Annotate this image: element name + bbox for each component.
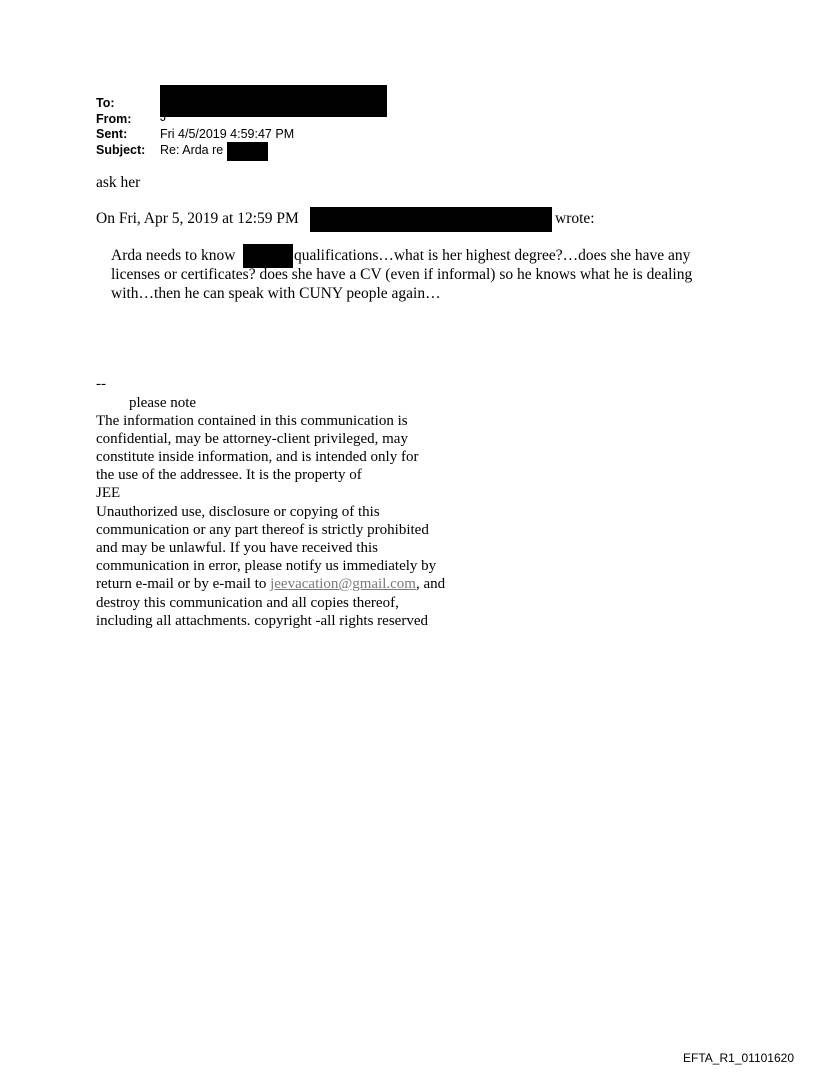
disclaimer-line: destroy this communication and all copies thereof, [96,595,399,611]
signature-separator: -- [96,376,106,392]
quoted-line-1-end: qualifications…what is her highest degree?…does she have any [294,247,691,264]
from-value: J [160,110,167,124]
disclaimer-line: confidential, may be attorney-client privileged, may [96,431,408,447]
disclaimer-line: The information contained in this communication is [96,413,408,429]
signature-note: please note [129,395,197,411]
reply-text: ask her [96,174,141,191]
disclaimer-line: and may be unlawful. If you have received this [96,540,378,556]
sent-label: Sent: [96,127,128,141]
return-suffix: , and [415,576,446,592]
disclaimer-line: communication or any part thereof is strictly prohibited [96,522,429,538]
subject-value: Re: Arda re [160,143,224,157]
redacted-sender [310,207,552,232]
disclaimer-line: the use of the addressee. It is the property of [96,467,362,483]
from-label: From: [96,112,132,126]
sent-value: Fri 4/5/2019 4:59:47 PM [160,127,295,141]
disclaimer-return-line [96,576,445,593]
subject-label: Subject: [96,143,146,157]
document-id: EFTA_R1_01101620 [683,1051,794,1065]
redacted-name [243,244,293,268]
attribution-prefix: On Fri, Apr 5, 2019 at 12:59 PM [96,210,299,227]
return-prefix: return e-mail or by e-mail to [96,576,271,592]
redacted-to-recipient [160,85,387,117]
quoted-line-3: with…then he can speak with CUNY people again… [111,285,441,302]
quoted-line-2: licenses or certificates? does she have a CV (even if informal) so he knows what he is dealing [111,266,693,283]
disclaimer-line: Unauthorized use, disclosure or copying of this [96,504,380,520]
quoted-line-1-start: Arda needs to know [111,247,236,264]
email-link[interactable]: jeevacation@gmail.com [270,576,416,592]
attribution-suffix: wrote: [555,210,595,227]
disclaimer-line: JEE [96,485,121,501]
disclaimer-line: including all attachments. copyright -all rights reserved [96,613,428,629]
disclaimer-line: communication in error, please notify us immediately by [96,558,437,574]
redacted-subject [227,142,268,161]
to-label: To: [96,96,115,110]
disclaimer-line: constitute inside information, and is intended only for [96,449,419,465]
